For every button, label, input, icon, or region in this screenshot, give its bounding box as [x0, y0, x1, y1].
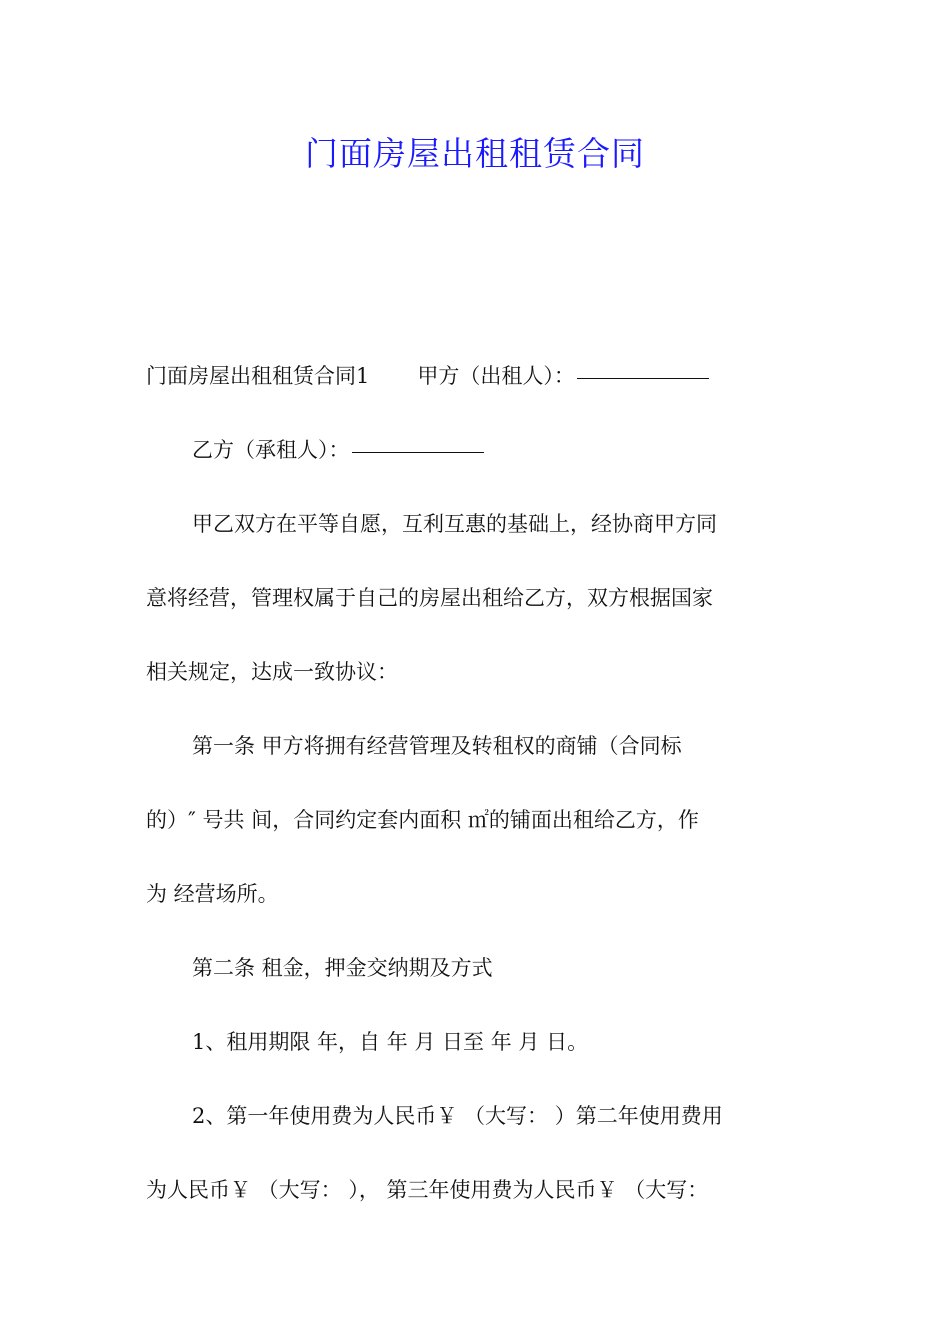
contract-heading-text: 门面房屋出租租赁合同1 [146, 364, 370, 388]
paragraph-line: 意将经营，管理权属于自己的房屋出租给乙方，双方根据国家 [146, 586, 713, 610]
party-a-blank [577, 377, 709, 379]
paragraph-line: 为 经营场所。 [146, 882, 279, 906]
party-b-label: 乙方（承租人）： [192, 438, 350, 462]
party-a-label: 甲方（出租人）： [417, 364, 575, 388]
clause-two-line: 2、第一年使用费为人民币￥ （大写： ）第二年使用费用 [192, 1104, 723, 1128]
paragraph-line: 为人民币￥ （大写： ）， 第三年使用费为人民币￥ （大写： [146, 1178, 709, 1202]
party-b-blank [352, 451, 484, 453]
paragraph-line: 的）″ 号共 间，合同约定套内面积 ㎡的铺面出租给乙方，作 [146, 808, 699, 832]
document-title: 门面房屋出租租赁合同 [305, 134, 645, 173]
paragraph-line: 相关规定，达成一致协议： [146, 660, 398, 684]
article-two-heading: 第二条 租金，押金交纳期及方式 [192, 956, 493, 980]
intro-line [146, 339, 810, 413]
document-body [146, 339, 810, 1227]
paragraph-line: 甲乙双方在平等自愿，互利互惠的基础上，经协商甲方同 [192, 512, 717, 536]
clause-one-line: 1、租用期限 年，自 年 月 日至 年 月 日。 [192, 1030, 589, 1054]
party-b-line [146, 413, 810, 487]
article-one-line: 第一条 甲方将拥有经营管理及转租权的商铺（合同标 [192, 734, 682, 758]
